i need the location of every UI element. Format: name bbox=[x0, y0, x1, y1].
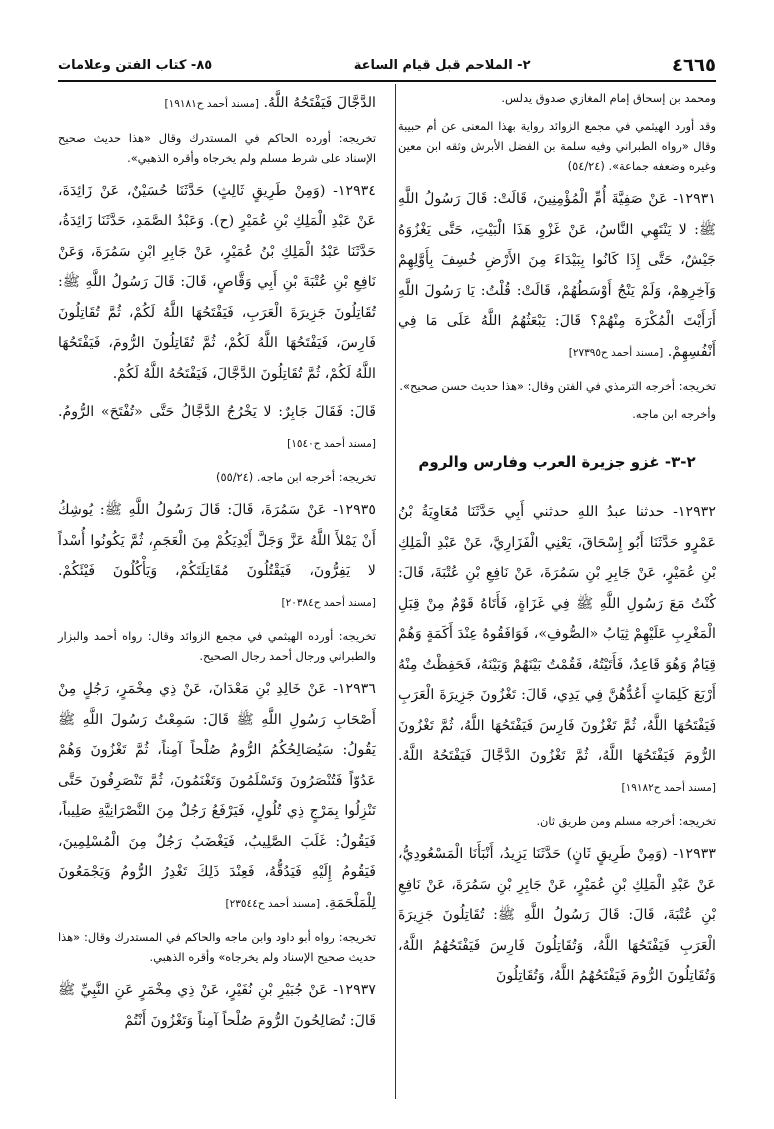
takhrij-note: تخريجه: رواه أبو داود وابن ماجه والحاكم في المستدرك وقال: «هذا حديث صحيح الإسناد ولم يخرجاه» وأقره الذهبي. bbox=[58, 930, 376, 964]
hadith-continuation: الدَّجَّالَ فَيَفْتَحُهُ اللَّهُ. [مسند أحمد ح١٩١٨١] bbox=[164, 95, 376, 111]
takhrij-note: تخريجه: أورده الحاكم في المستدرك وقال «هذا حديث صحيح الإسناد على شرط مسلم ولم يخرجاه وأقره الذهبي». bbox=[58, 130, 376, 165]
column-divider bbox=[395, 84, 396, 1099]
hadith-12933: ١٢٩٣٣- (وَمِنْ طَرِيقٍ ثَانٍ) حَدَّثَنَا يَزِيدُ، أَنْبَأَنَا الْمَسْعُودِيُّ، عَنْ عَبْدِ الْمَلِكِ بْنِ عُمَيْرٍ، عَنْ جَابِرِ بْنِ سَمُرَةَ، عَنْ نَافِعِ بْنِ عُتْبَةَ، قَالَ: قَالَ رَسُولُ اللَّهِ ﷺ: تُقَاتِلُونَ جَزِيرَةَ الْعَرَبِ فَيَفْتَحُهَا اللَّهُ، وَتُقَاتِلُونَ فَارِسَ فَيَفْتَحُهُمُ اللَّهُ، وَتُقَاتِلُونَ الرُّومَ فَيَفْتَحُهُمُ اللَّهُ، وَتُقَاتِلُونَ bbox=[398, 846, 716, 984]
reference: [مسند أحمد ح١٩١٨٢] bbox=[621, 781, 716, 794]
right-column bbox=[398, 88, 716, 1000]
page-number: ٤٦٦٥ bbox=[672, 54, 716, 76]
chapter-title: ٢- الملاحم قبل قيام الساعة bbox=[353, 57, 531, 73]
hadith-12937: ١٢٩٣٧- عَنْ جُبَيْرِ بْنِ نُفَيْرٍ، عَنْ ذِي مِخْمَرٍ عَنِ النَّبِيِّ ﷺ قَالَ: تُصَالِحُونَ الرُّومَ صُلْحاً آمِناً وَتَغْزُونَ أَنْتُمْ bbox=[58, 982, 376, 1029]
hadith-12932: ١٢٩٣٢- حدثنا عبدُ اللهِ حدثني أَبِي حَدَّثَنَا مُعَاوِيَةُ بْنُ عَمْرٍو حَدَّثَنَا أَبُو إِسْحَاقَ، يَعْنِي الْفَزَارِيَّ، عَنْ عَبْدِ الْمَلِكِ بْنِ عُمَيْرٍ، عَنْ جَابِرِ بْنِ سَمُرَةَ، عَنْ نَافِعِ بْنِ عُتْبَةَ، قَالَ: كُنْتُ مَعَ رَسُولِ اللَّهِ ﷺ فِي غَزَاةٍ، فَأَتَاهُ قَوْمٌ مِنْ قِبَلِ الْمَغْرِبِ عَلَيْهِمْ ثِيَابُ «الصُّوفِ»، فَوَافَقُوهُ عِنْدَ أَكَمَةٍ وَهُمْ قِيَامٌ وَهُوَ قَاعِدٌ، فَأَتَيْتُهُ، فَقُمْتُ بَيْنَهُمْ وَبَيْنَهُ، فَحَفِظْتُ مِنْهُ أَرْبَعَ كَلِمَاتٍ أَعُدُّهُنَّ فِي يَدِي، قَالَ: تَغْزُونَ جَزِيرَةَ الْعَرَبِ فَيَفْتَحُهَا اللَّهُ، ثُمَّ تَغْزُونَ فَارِسَ فَيَفْتَحُهَا اللَّهُ، ثُمَّ تَغْزُونَ الرُّومَ فَيَفْتَحُهَا اللَّهُ، ثُمَّ تَغْزُونَ الدَّجَّالَ فَيَفْتَحُهُ اللَّهُ. [مسند أحمد ح١٩١٨٢] bbox=[398, 504, 716, 794]
reference: [مسند أحمد ح١٥٤٠] bbox=[287, 437, 376, 450]
takhrij-note: وأخرجه ابن ماجه. bbox=[632, 407, 716, 421]
reference: [مسند أحمد ح٢٧٣٩٥] bbox=[568, 346, 664, 359]
reference: [مسند أحمد ح٢٠٣٨٤] bbox=[281, 596, 376, 609]
text-paragraph: ومحمد بن إسحاق إمام المغازي صدوق يدلس. bbox=[501, 91, 716, 105]
book-title: ٨٥- كتاب الفتن وعلامات bbox=[58, 57, 213, 73]
hadith-12934-note: قَالَ: فَقَالَ جَابِرٌ: لا يَخْرُجُ الدَّجَّالُ حَتَّى «تُفْتَحَ» الرُّومُ. [مسند أحمد ح١٥٤٠] bbox=[58, 404, 376, 450]
hadith-12934: ١٢٩٣٤- (وَمِنْ طَرِيقٍ ثَالِثٍ) حَدَّثَنَا حُسَيْنٌ، عَنْ زَائِدَةَ، عَنْ عَبْدِ الْمَلِكِ بْنِ عُمَيْرٍ (ح). وَعَبْدُ الصَّمَدِ، حَدَّثَنَا زَائِدَةُ، حَدَّثَنَا عَبْدُ الْمَلِكِ بْنُ عُمَيْرٍ، عَنْ جَابِرِ ابْنِ سَمُرَةَ، وَعَنْ نَافِعِ بْنِ عُتْبَةَ بْنِ أَبِي وَقَّاصٍ، قَالَ: قَالَ رَسُولُ اللَّهِ ﷺ: تُقَاتِلُونَ جَزِيرَةَ الْعَرَبِ، فَيَفْتَحُهَا اللَّهُ لَكُمْ، ثُمَّ تُقَاتِلُونَ فَارِسَ، فَيَفْتَحُهَا اللَّهُ لَكُمْ، ثُمَّ تُقَاتِلُونَ الرُّومَ، فَيَفْتَحُهَا اللَّهُ لَكُمْ، ثُمَّ تُقَاتِلُونَ الدَّجَّالَ، فَيَفْتَحُهُ اللَّهُ لَكُمْ. bbox=[58, 182, 376, 382]
reference: [مسند أحمد ح٢٣٥٤٤] bbox=[225, 897, 321, 910]
hadith-12936: ١٢٩٣٦- عَنْ خَالِدِ بْنِ مَعْدَانَ، عَنْ ذِي مِخْمَرٍ، رَجُلٍ مِنْ أَصْحَابِ رَسُولِ اللَّهِ ﷺ قَالَ: سَمِعْتُ رَسُولَ اللَّهِ ﷺ يَقُولُ: سَيُصَالِحُكُمُ الرُّومُ صُلْحاً آمِناً، ثُمَّ تَغْزُونَ وَهُمْ عَدُوّاً فَتُنْصَرُونَ وَتَسْلَمُونَ وَتَغْنَمُونَ، ثُمَّ تَنْصَرِفُونَ حَتَّى تَنْزِلُوا بِمَرْجٍ ذِي تُلُولٍ، فَيَرْفَعُ رَجُلٌ مِنَ النَّصْرَانِيَّةِ صَلِيباً، فَيَقُولُ: غَلَبَ الصَّلِيبُ، فَيَغْضَبُ رَجُلٌ مِنَ الْمُسْلِمِينَ، فَيَقُومُ إِلَيْهِ فَيَدُقُّهُ، فَعِنْدَ ذَلِكَ تَغْدِرُ الرُّومُ وَيَجْمَعُونَ لِلْمَلْحَمَةِ. [مسند أحمد ح٢٣٥٤٤] bbox=[58, 681, 376, 911]
hadith-12935: ١٢٩٣٥- عَنْ سَمُرَةَ، قَالَ: قَالَ رَسُولُ اللَّهِ ﷺ: يُوشِكُ أَنْ يَمْلأَ اللَّهُ عَزَّ وَجَلَّ أَيْدِيَكُمْ مِنَ الْعَجَمِ، ثُمَّ يَكُونُوا أُسْداً لا يَفِرُّونَ، فَيَقْتُلُونَ مُقَاتِلَتَكُمْ، وَيَأْكُلُونَ فَيْئَكُمْ. [مسند أحمد ح٢٠٣٨٤] bbox=[58, 502, 376, 609]
reference: [مسند أحمد ح١٩١٨١] bbox=[164, 98, 259, 110]
takhrij-note: تخريجه: أخرجه مسلم ومن طريق ثان. bbox=[536, 814, 716, 828]
hadith-12931: ١٢٩٣١- عَنْ صَفِيَّةَ أُمِّ الْمُؤْمِنِينَ، قَالَتْ: قَالَ رَسُولُ اللَّهِ ﷺ: لا يَنْتَهِي النَّاسُ، عَنْ غَزْوِ هَذَا الْبَيْتِ، حَتَّى يَغْزُوَهُ جَيْشٌ، حَتَّى إِذَا كَانُوا بِبَيْدَاءَ مِنَ الأَرْضِ خُسِفَ بِأَوَّلِهِمْ وَآخِرِهِمْ، وَلَمْ يَنْجُ أَوْسَطُهُمْ، قَالَتْ: قُلْتُ: يَا رَسُولَ اللَّهِ أَرَأَيْتَ الْمُكْرَهَ مِنْهُمْ؟ قَالَ: يَبْعَثُهُمُ اللَّهُ عَلَى مَا فِي أَنْفُسِهِمْ. [مسند أحمد ح٢٧٣٩٥] bbox=[398, 191, 716, 360]
section-title: ٢-٣- غزو جزيرة العرب وفارس والروم bbox=[418, 453, 696, 471]
takhrij-note: تخريجه: أخرجه الترمذي في الفتن وقال: «هذا حديث حسن صحيح». bbox=[399, 379, 716, 393]
page-header bbox=[58, 52, 716, 78]
takhrij-note: تخريجه: أورده الهيثمي في مجمع الزوائد وقال: رواه أحمد والبزار والطبراني ورجال أحمد رجال الصحيح. bbox=[58, 629, 376, 663]
takhrij-note: تخريجه: أخرجه ابن ماجه. (٥٥/٢٤) bbox=[216, 470, 376, 484]
header-rule bbox=[58, 80, 716, 82]
text-paragraph: وقد أورد الهيثمي في مجمع الزوائد رواية بهذا المعنى عن أم حبيبة وقال «رواه الطبراني وفيه سلمة بن الفضل الأبرش وثقه ابن معين وغيره وضعفه جماعة». (٥٤/٢٤) bbox=[398, 119, 716, 173]
left-column bbox=[58, 88, 376, 1044]
